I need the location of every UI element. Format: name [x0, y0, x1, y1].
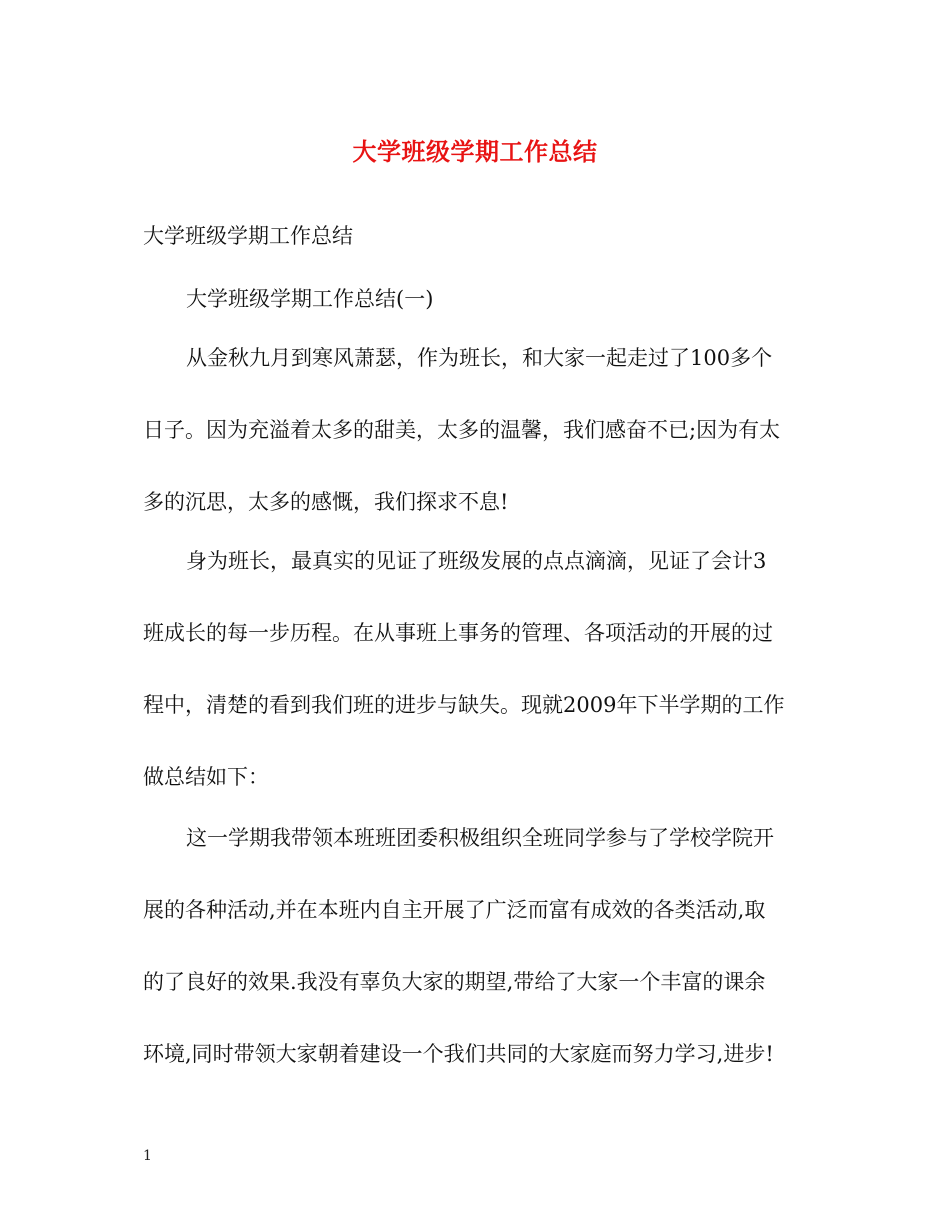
document-title: 大学班级学期工作总结 [352, 137, 598, 166]
paragraph-line: 班成长的每一步历程。在从事班上事务的管理、各项活动的开展的过 [143, 621, 773, 645]
section-heading: 大学班级学期工作总结(一) [186, 287, 434, 311]
paragraph-line: 这一学期我带领本班班团委积极组织全班同学参与了学校学院开 [186, 826, 774, 850]
paragraph-line: 环境,同时带领大家朝着建设一个我们共同的大家庭而努力学习,进步! [143, 1042, 774, 1066]
paragraph-line: 日子。因为充溢着太多的甜美，太多的温馨，我们感奋不已;因为有太 [143, 418, 781, 442]
document-subtitle: 大学班级学期工作总结 [143, 224, 353, 248]
paragraph-line: 程中，清楚的看到我们班的进步与缺失。现就2009年下半学期的工作 [143, 693, 785, 717]
paragraph-line: 的了良好的效果.我没有辜负大家的期望,带给了大家一个丰富的课余 [143, 970, 766, 994]
paragraph-line: 展的各种活动,并在本班内自主开展了广泛而富有成效的各类活动,取 [143, 898, 766, 922]
paragraph-line: 做总结如下： [143, 765, 269, 789]
paragraph-line: 从金秋九月到寒风萧瑟，作为班长，和大家一起走过了100多个 [186, 346, 773, 370]
paragraph-line: 身为班长，最真实的见证了班级发展的点点滴滴，见证了会计3 [186, 549, 767, 573]
page-number: 1 [143, 1148, 152, 1164]
paragraph-line: 多的沉思，太多的感慨，我们探求不息! [143, 490, 509, 514]
